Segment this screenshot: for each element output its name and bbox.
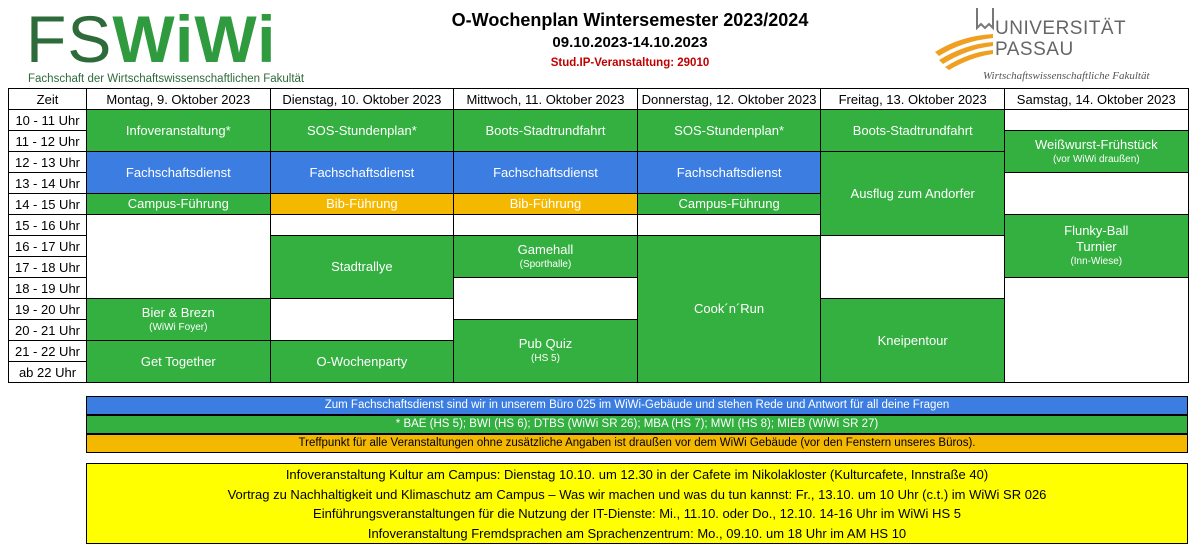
- event-location: (Inn-Wiese): [1070, 256, 1123, 267]
- event-cell: [86, 109, 271, 152]
- event-title: Flunky-Ball: [1064, 223, 1129, 238]
- time-slot: 18 - 19 Uhr: [8, 277, 87, 299]
- event-cell: [86, 193, 271, 215]
- fs-wiwi-logo: [26, 2, 326, 86]
- page-title-block: [380, 8, 880, 72]
- time-slot: 16 - 17 Uhr: [8, 235, 87, 257]
- info-line: Infoveranstaltung Fremdsprachen am Sprachenzentrum: Mo., 09.10. um 18 Uhr im AM HS 10: [367, 525, 907, 541]
- event-cell: [86, 151, 271, 194]
- event-location: (HS 5): [531, 353, 560, 364]
- event-title: SOS-Stundenplan*: [306, 122, 417, 138]
- event-cell: [453, 109, 638, 152]
- event-title: Cook´n´Run: [694, 301, 765, 316]
- time-slot: 21 - 22 Uhr: [8, 340, 87, 362]
- info-line: Vortrag zu Nachhaltigkeit und Klimaschutz am Campus – Was wir machen und was du tun kannst: Fr., 13.10. um 10 Uhr (c.t.) im WiWi SR 026: [227, 486, 1047, 502]
- event-cell: [270, 235, 455, 299]
- empty-slot: [1004, 277, 1189, 383]
- event-cell: [1004, 130, 1189, 173]
- event-title: Ausflug zum Andorfer: [850, 185, 975, 201]
- event-cell: [637, 193, 822, 215]
- empty-slot: [453, 277, 638, 320]
- time-slot: 17 - 18 Uhr: [8, 256, 87, 278]
- note-rooms: * BAE (HS 5); BWI (HS 6); DTBS (WiWi SR 26); MBA (HS 7); MWI (HS 8); MIEB (WiWi SR 27): [86, 415, 1188, 434]
- event-title: Bib-Führung: [509, 196, 582, 211]
- event-title: Boots-Stadtrundfahrt: [485, 122, 606, 138]
- day-header: Donnerstag, 12. Oktober 2023: [637, 88, 822, 110]
- info-box: [86, 463, 1188, 544]
- event-title: Fachschaftsdienst: [493, 164, 598, 180]
- studip-id: Stud.IP-Veranstaltung: 29010: [550, 57, 710, 69]
- event-cell: [86, 298, 271, 341]
- event-title: Bier & Brezn: [141, 304, 215, 320]
- event-cell: [637, 109, 822, 152]
- event-title: Turnier: [1075, 239, 1117, 254]
- empty-slot: [86, 214, 271, 299]
- empty-slot: [820, 235, 1005, 299]
- faculty-name: Wirtschaftswissenschaftliche Fakultät: [983, 70, 1150, 82]
- day-header: Mittwoch, 11. Oktober 2023: [453, 88, 638, 110]
- event-location: (Sporthalle): [519, 258, 572, 270]
- event-title: Stadtrallye: [331, 259, 393, 274]
- time-slot: 14 - 15 Uhr: [8, 193, 87, 215]
- date-range: 09.10.2023-14.10.2023: [552, 34, 708, 51]
- event-title: Bib-Führung: [326, 196, 398, 211]
- time-slot: 20 - 21 Uhr: [8, 319, 87, 341]
- empty-slot: [270, 214, 455, 236]
- event-cell: [637, 151, 822, 194]
- day-header: Montag, 9. Oktober 2023: [86, 88, 271, 110]
- time-slot: 12 - 13 Uhr: [8, 151, 87, 173]
- info-line: Infoveranstaltung Kultur am Campus: Dienstag 10.10. um 12.30 in der Cafete im Nikolakloster (Kulturcafete, Innstraße 40): [285, 467, 989, 482]
- info-line: Einführungsveranstaltungen für die Nutzung der IT-Dienste: Mi., 11.10. oder Do., 12.10. 14-16 Uhr im WiWi HS 5: [313, 506, 961, 521]
- event-cell: [270, 109, 455, 152]
- page-title: O-Wochenplan Wintersemester 2023/2024: [451, 10, 809, 30]
- event-location: (WiWi Foyer): [149, 321, 208, 333]
- event-cell: [86, 340, 271, 383]
- empty-slot: [453, 214, 638, 236]
- event-cell: [1004, 214, 1189, 278]
- time-slot: 15 - 16 Uhr: [8, 214, 87, 236]
- event-title: Weißwurst-Frühstück: [1035, 136, 1158, 152]
- event-cell: [453, 151, 638, 194]
- event-cell: [453, 193, 638, 215]
- day-header: Freitag, 13. Oktober 2023: [820, 88, 1005, 110]
- event-cell: [820, 151, 1005, 236]
- uni-emblem-icon: [935, 4, 995, 74]
- logo-text: FSWiWi: [26, 2, 277, 76]
- time-slot: 11 - 12 Uhr: [8, 130, 87, 152]
- event-title: Kneipentour: [877, 332, 948, 348]
- empty-slot: [270, 298, 455, 341]
- note-fachschaftsdienst: Zum Fachschaftsdienst sind wir in unserem Büro 025 im WiWi-Gebäude und stehen Rede und Antwort für all deine Fragen: [86, 396, 1188, 415]
- day-header: Samstag, 14. Oktober 2023: [1004, 88, 1189, 110]
- empty-slot: [1004, 109, 1189, 131]
- event-title: Pub Quiz: [518, 336, 573, 351]
- note-meeting-point: Treffpunkt für alle Veranstaltungen ohne zusätzliche Angaben ist draußen vor dem WiWi Gebäude (vor den Fenstern unseres Büros).: [86, 434, 1188, 453]
- event-title: SOS-Stundenplan*: [674, 122, 785, 138]
- time-slot: 13 - 14 Uhr: [8, 172, 87, 194]
- event-cell: [453, 319, 638, 383]
- empty-slot: [637, 214, 822, 236]
- event-title: Infoveranstaltung*: [125, 122, 231, 138]
- time-header: Zeit: [8, 88, 87, 110]
- event-cell: [637, 235, 822, 383]
- event-cell: [270, 340, 455, 383]
- event-title: O-Wochenparty: [316, 353, 408, 369]
- uni-name: UNIVERSITÄT PASSAU: [995, 18, 1127, 60]
- event-cell: [270, 151, 455, 194]
- schedule-table: [8, 88, 1188, 382]
- event-title: Fachschaftsdienst: [676, 164, 782, 180]
- time-slot: ab 22 Uhr: [8, 361, 87, 383]
- event-title: Campus-Führung: [127, 196, 229, 211]
- event-cell: [453, 235, 638, 278]
- time-slot: 10 - 11 Uhr: [8, 109, 87, 131]
- day-header: Dienstag, 10. Oktober 2023: [270, 88, 455, 110]
- logo-subtitle: Fachschaft der Wirtschaftswissenschaftlichen Fakultät: [28, 73, 305, 85]
- event-title: Get Together: [140, 353, 216, 369]
- time-slot: 19 - 20 Uhr: [8, 298, 87, 320]
- event-location: (vor WiWi draußen): [1052, 153, 1140, 165]
- event-title: Boots-Stadtrundfahrt: [852, 122, 973, 138]
- empty-slot: [1004, 172, 1189, 215]
- uni-passau-logo: [935, 4, 1190, 86]
- event-title: Campus-Führung: [678, 196, 780, 211]
- event-title: Gamehall: [517, 241, 574, 257]
- event-cell: [820, 298, 1005, 383]
- event-cell: [270, 193, 455, 215]
- event-title: Fachschaftsdienst: [309, 164, 415, 180]
- event-cell: [820, 109, 1005, 152]
- event-title: Fachschaftsdienst: [125, 164, 231, 180]
